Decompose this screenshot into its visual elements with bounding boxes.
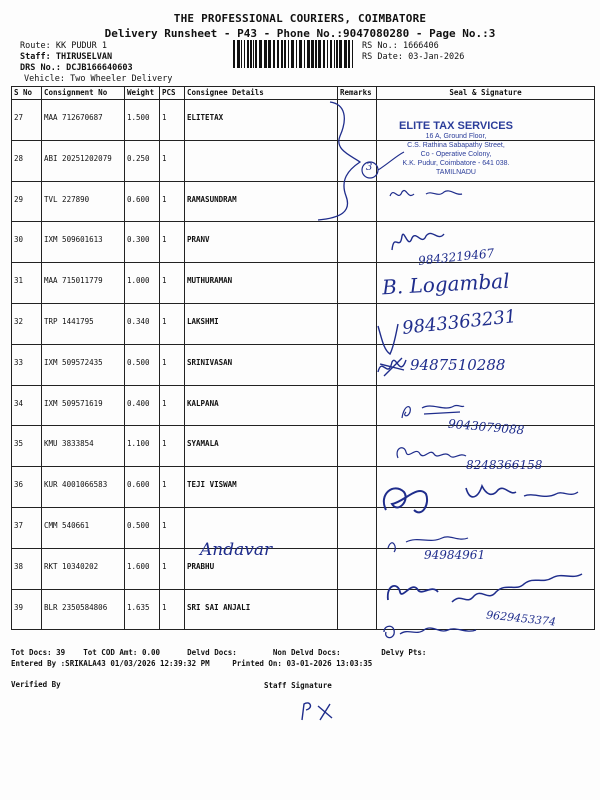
rs-no-line [362,41,439,51]
barcode-bar [273,40,275,68]
cell-weight: 0.500 [125,507,160,548]
elite-tax-stamp [376,120,536,177]
cell-consignment-no: MAA 712670687 [42,100,125,141]
cell-consignment-no: IXM 509601613 [42,222,125,263]
barcode-bar [233,40,235,68]
cell-seal-signature [377,467,595,508]
drs-label: DRS No.: [20,63,61,73]
barcode-bar [237,40,240,68]
barcode-bar [268,40,271,68]
barcode-image [232,40,356,68]
cell-pcs: 1 [160,303,185,344]
row35-phone: 8248366158 [466,458,543,472]
cell-consignment-no: CMM 540661 [42,507,125,548]
barcode-bar [299,40,302,68]
barcode-bar [336,40,338,68]
barcode-bar [253,40,254,68]
cell-pcs: 1 [160,263,185,304]
cell-weight: 1.600 [125,548,160,589]
non-delivered-docs: Non Delvd Docs: [272,648,341,657]
cell-sno: 30 [12,222,42,263]
cell-consignee: ELITETAX [185,100,338,141]
cell-pcs: 1 [160,100,185,141]
cell-weight: 0.600 [125,181,160,222]
table-row [12,181,595,222]
cell-consignee: SRINIVASAN [185,344,338,385]
cell-consignment-no: KUR 4001066583 [42,467,125,508]
cell-consignment-no: IXM 509572435 [42,344,125,385]
cell-consignee [185,140,338,181]
barcode-bar [334,40,335,68]
barcode-bar [352,40,353,68]
barcode-bar [323,40,325,68]
stamp-name: ELITE TAX SERVICES [399,120,513,132]
cell-sno: 34 [12,385,42,426]
cell-remarks [338,263,377,304]
table-row [12,589,595,630]
row33-phone: 9487510288 [410,356,506,374]
cell-remarks [338,507,377,548]
barcode-bar [307,40,310,68]
cell-consignee: KALPANA [185,385,338,426]
staff-line [20,52,112,62]
cell-remarks [338,303,377,344]
table-row [12,222,595,263]
row28-mark: 3 [366,162,373,173]
cell-remarks [338,222,377,263]
rs-no-label: RS No.: [362,41,398,51]
barcode-bar [311,40,314,68]
cell-sno: 38 [12,548,42,589]
cell-pcs: 1 [160,426,185,467]
delivery-points: Delvy Pts: [381,648,427,657]
barcode-bar [318,40,321,68]
cell-consignment-no: BLR 2350584806 [42,589,125,630]
barcode-bar [281,40,283,68]
cell-weight: 0.600 [125,467,160,508]
table-row [12,507,595,548]
table-row [12,344,595,385]
vehicle-line [24,74,172,84]
cell-consignee: SYAMALA [185,426,338,467]
barcode-bar [244,40,245,68]
cell-consignee: LAKSHMI [185,303,338,344]
rs-no-value: 1666406 [402,41,439,51]
cell-consignee: PRANV [185,222,338,263]
barcode-bar [327,40,328,68]
cell-sno: 35 [12,426,42,467]
cell-pcs: 1 [160,548,185,589]
verified-by-label: Verified By [11,680,61,689]
barcode-bar [284,40,286,68]
cell-remarks [338,181,377,222]
cell-seal-signature [377,589,595,630]
vehicle-value: Two Wheeler Delivery [70,74,173,84]
barcode-bar [247,40,249,68]
barcode-bar [288,40,289,68]
cell-weight: 0.300 [125,222,160,263]
cell-remarks [338,344,377,385]
barcode-bar [255,40,257,68]
cell-remarks [338,589,377,630]
delivered-docs: Delvd Docs: [187,648,237,657]
entered-by: Entered By :SRIKALA43 01/03/2026 12:39:32 PM [11,659,210,668]
cell-sno: 37 [12,507,42,548]
cell-consignment-no: KMU 3833854 [42,426,125,467]
row37-phone: 94984961 [424,548,486,562]
row34-phone: 9043079088 [447,416,525,438]
route-value: KK PUDUR 1 [55,41,108,51]
row37-handwritten-name: Andavar [200,540,273,560]
cell-consignee: TEJI VISWAM [185,467,338,508]
stamp-line-1: 16 A, Ground Floor, [425,133,487,140]
barcode-bar [315,40,317,68]
cell-weight: 1.635 [125,589,160,630]
cell-remarks [338,548,377,589]
cell-consignment-no: RKT 10340202 [42,548,125,589]
cell-sno: 32 [12,303,42,344]
cell-pcs: 1 [160,344,185,385]
cell-consignment-no: TRP 1441795 [42,303,125,344]
cell-weight: 1.500 [125,100,160,141]
row31-signature-name: B. Logambal [381,268,511,300]
stamp-line-2: C.S. Rathina Sabapathy Street, [407,142,505,149]
staff-signature-mark [296,698,340,724]
col-consignment-header: Consignment No [42,87,125,100]
table-row [12,467,595,508]
cell-sno: 31 [12,263,42,304]
barcode-bar [264,40,267,68]
stamp-line-5: TAMILNADU [436,169,476,176]
barcode-bar [277,40,279,68]
total-docs: Tot Docs: 39 [11,648,66,657]
barcode-bar [259,40,262,68]
cell-remarks [338,385,377,426]
cell-consignment-no: MAA 715011779 [42,263,125,304]
barcode-bar [250,40,252,68]
cell-consignee: RAMASUNDRAM [185,181,338,222]
cell-sno: 33 [12,344,42,385]
entry-line [11,659,372,668]
cell-pcs: 1 [160,222,185,263]
barcode-bar [291,40,294,68]
table-row [12,385,595,426]
cell-weight: 1.000 [125,263,160,304]
printed-on: Printed On: 03-01-2026 13:03:35 [232,659,373,668]
stamp-line-3: Co - Operative Colony, [420,151,492,158]
cell-consignment-no: IXM 509571619 [42,385,125,426]
col-signature-header: Seal & Signature [377,87,595,100]
cell-sno: 39 [12,589,42,630]
cell-pcs: 1 [160,589,185,630]
totals-line [11,648,426,657]
cell-consignee: MUTHURAMAN [185,263,338,304]
staff-signature-label: Staff Signature [264,681,332,690]
row32-phone: 9843363231 [401,306,518,339]
cell-sno: 36 [12,467,42,508]
cell-seal-signature [377,507,595,548]
table-row [12,548,595,589]
route-line [20,41,107,51]
cell-consignment-no: ABI 20251202079 [42,140,125,181]
cell-remarks [338,426,377,467]
cell-weight: 0.250 [125,140,160,181]
cell-sno: 28 [12,140,42,181]
col-remarks-header: Remarks [338,87,377,100]
route-label: Route: [20,41,51,51]
rs-date-line [362,52,464,62]
col-weight-header: Weight [125,87,160,100]
cell-weight: 0.500 [125,344,160,385]
cell-remarks [338,467,377,508]
drs-value: DCJB166640603 [66,63,133,73]
cell-consignment-no: TVL 227890 [42,181,125,222]
row39-phone: 9629453374 [485,608,557,629]
cell-pcs: 1 [160,140,185,181]
stamp-line-4: K.K. Pudur, Coimbatore - 641 038. [402,160,510,167]
company-title: THE PROFESSIONAL COURIERS, COIMBATORE [173,12,427,25]
barcode-bar [241,40,242,68]
cell-weight: 1.100 [125,426,160,467]
runsheet-subtitle: Delivery Runsheet - P43 - Phone No.:9047080280 - Page No.:3 [104,27,496,40]
barcode-bar [344,40,347,68]
barcode-bar [296,40,297,68]
cell-pcs: 1 [160,385,185,426]
col-consignee-header: Consignee Details [185,87,338,100]
cell-consignee: PRABHU [185,548,338,589]
table-header-row [12,87,595,100]
vehicle-label: Vehicle: [24,74,65,84]
col-sno-header: S No [12,87,42,100]
col-pcs-header: PCS [160,87,185,100]
barcode-bar [339,40,342,68]
cell-pcs: 1 [160,181,185,222]
staff-label: Staff: [20,52,51,62]
drs-line [20,63,133,73]
table-body [12,100,595,630]
staff-value: THIRUSELVAN [55,52,113,62]
cell-seal-signature [377,548,595,589]
cell-remarks [338,100,377,141]
cell-sno: 27 [12,100,42,141]
cell-pcs: 1 [160,467,185,508]
barcode-bar [304,40,305,68]
barcode-bar [330,40,332,68]
cell-seal-signature [377,181,595,222]
cell-weight: 0.400 [125,385,160,426]
cell-sno: 29 [12,181,42,222]
cell-remarks [338,140,377,181]
row30-phone: 9843219467 [417,246,495,268]
cell-pcs: 1 [160,507,185,548]
cell-consignee: SRI SAI ANJALI [185,589,338,630]
rs-date-label: RS Date: [362,52,403,62]
cell-weight: 0.340 [125,303,160,344]
barcode-bar [348,40,350,68]
rs-date-value: 03-Jan-2026 [408,52,465,62]
total-cod-amount: Tot COD Amt: 0.00 [83,648,161,657]
